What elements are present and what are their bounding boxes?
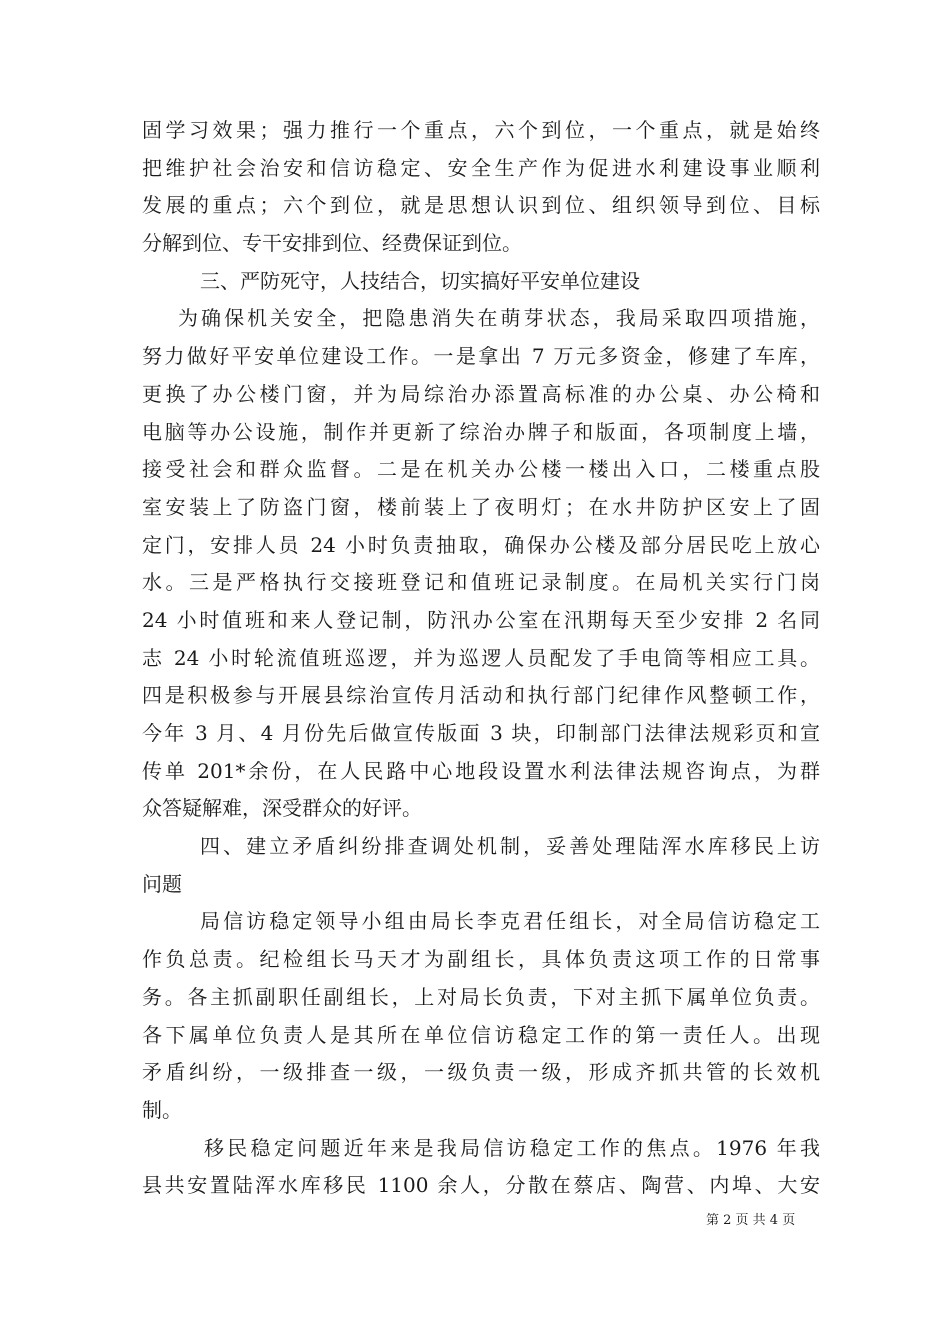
section-heading-3: 三、严防死守，人技结合，切实搞好平安单位建设 [200, 268, 640, 293]
text-line: 定门，安排人员 24 小时负责抽取，确保办公楼及部分居民吃上放心 [142, 532, 820, 557]
text-line: 室安装上了防盗门窗，楼前装上了夜明灯；在水井防护区安上了固 [142, 494, 820, 519]
text-line: 电脑等办公设施，制作并更新了综治办牌子和版面，各项制度上墙， [142, 419, 820, 444]
text-line: 把维护社会治安和信访稳定、安全生产作为促进水利建设事业顺利 [142, 155, 820, 180]
text-line: 志 24 小时轮流值班巡逻，并为巡逻人员配发了手电筒等相应工具。 [142, 645, 820, 670]
text-line: 更换了办公楼门窗，并为局综治办添置高标准的办公桌、办公椅和 [142, 381, 820, 406]
text-line: 作负总责。纪检组长马天才为副组长，具体负责这项工作的日常事 [142, 947, 820, 972]
text-line: 各下属单位负责人是其所在单位信访稳定工作的第一责任人。出现 [142, 1022, 820, 1047]
section-heading-4: 四、建立矛盾纠纷排查调处机制，妥善处理陆浑水库移民上访 [200, 834, 820, 859]
text-line: 接受社会和群众监督。二是在机关办公楼一楼出入口，二楼重点股 [142, 457, 820, 482]
text-line: 传单 201*余份，在人民路中心地段设置水利法律法规咨询点，为群 [142, 758, 820, 783]
section-heading-4-cont: 问题 [142, 871, 182, 896]
text-line: 矛盾纠纷，一级排查一级，一级负责一级，形成齐抓共管的长效机 [142, 1060, 820, 1085]
text-line: 县共安置陆浑水库移民 1100 余人，分散在蔡店、陶营、内埠、大安 [142, 1173, 820, 1198]
body-text [142, 112, 820, 1205]
text-line: 水。三是严格执行交接班登记和值班记录制度。在局机关实行门岗 [142, 570, 820, 595]
text-line: 移民稳定问题近年来是我局信访稳定工作的焦点。1976 年我 [204, 1135, 820, 1160]
text-line: 今年 3 月、4 月份先后做宣传版面 3 块，印制部门法律法规彩页和宣 [142, 721, 820, 745]
text-line: 四是积极参与开展县综治宣传月活动和执行部门纪律作风整顿工作， [142, 683, 820, 708]
text-line: 为确保机关安全，把隐患消失在萌芽状态，我局采取四项措施， [178, 306, 820, 331]
text-line: 24 小时值班和来人登记制，防汛办公室在汛期每天至少安排 2 名同 [142, 607, 820, 632]
text-line: 分解到位、专干安排到位、经费保证到位。 [142, 231, 522, 256]
text-line: 发展的重点；六个到位，就是思想认识到位、组织领导到位、目标 [142, 193, 820, 218]
text-line: 局信访稳定领导小组由局长李克君任组长，对全局信访稳定工 [200, 909, 820, 934]
page-number-footer: 第 2 页 共 4 页 [706, 1213, 796, 1228]
text-line: 固学习效果；强力推行一个重点，六个到位，一个重点，就是始终 [142, 118, 820, 142]
text-line: 制。 [142, 1097, 182, 1122]
text-line: 众答疑解难，深受群众的好评。 [142, 796, 422, 821]
text-line: 务。各主抓副职任副组长，上对局长负责，下对主抓下属单位负责。 [142, 984, 820, 1009]
text-line: 努力做好平安单位建设工作。一是拿出 7 万元多资金，修建了车库， [142, 344, 820, 369]
